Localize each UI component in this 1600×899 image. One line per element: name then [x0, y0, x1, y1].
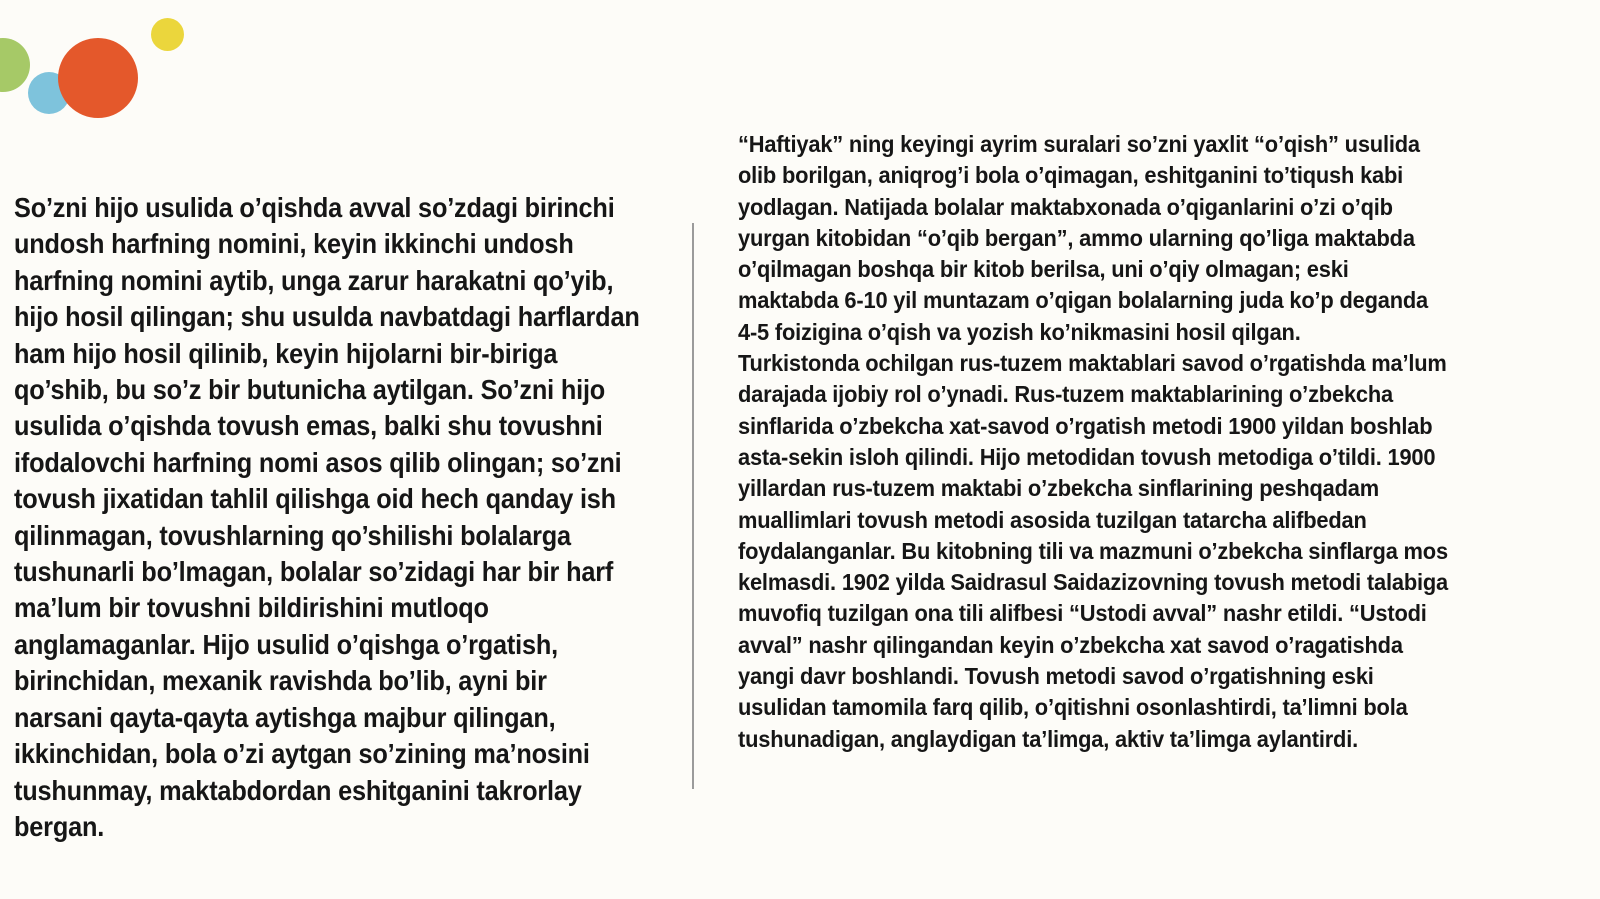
column-divider [692, 223, 694, 789]
text-line: undosh harfning nomini, keyin ikkinchi undosh [14, 228, 574, 260]
yellow-circle-icon [151, 18, 184, 51]
text-line: asta-sekin isloh qilindi. Hijo metodidan tovush metodiga o’tildi. 1900 [738, 443, 1436, 470]
text-line: foydalanganlar. Bu kitobning tili va mazmuni o’zbekcha sinflarga mos [738, 537, 1448, 564]
text-line: “Haftiyak” ning keyingi ayrim suralari so’zni yaxlit “o’qish” usulida [738, 131, 1420, 157]
text-line: qilinmagan, tovushlarning qo’shilishi bolalarga [14, 519, 571, 551]
text-line: avval” nashr qilingandan keyin o’zbekcha xat savod o’ragatishda [738, 631, 1403, 658]
text-line: tushunarli bo’lmagan, bolalar so’zidagi har bir harf [14, 556, 614, 588]
text-line: usulida o’qishda tovush emas, balki shu tovushni [14, 410, 603, 442]
text-line: tushunadigan, anglaydigan ta’limga, aktiv ta’limga aylantirdi. [738, 725, 1358, 752]
text-line: ham hijo hosil qilinib, keyin hijolarni bir-biriga [14, 337, 558, 369]
text-line: kelmasdi. 1902 yilda Saidrasul Saidazizovning tovush metodi talabiga [738, 569, 1449, 596]
text-line: hijo hosil qilingan; shu usulda navbatdagi harflardan [14, 301, 640, 333]
text-line: usulidan tamomila farq qilib, o’qitishni osonlashtirdi, ta’limni bola [738, 694, 1408, 721]
text-line: darajada ijobiy rol o’ynadi. Rus-tuzem maktablarining o’zbekcha [738, 381, 1394, 408]
text-line: sinflarida o’zbekcha xat-savod o’rgatish metodi 1900 yildan boshlab [738, 412, 1433, 439]
left-text-column [14, 190, 695, 845]
text-line: anglamaganlar. Hijo usulid o’qishga o’rgatish, [14, 628, 559, 660]
text-line: yillardan rus-tuzem maktabi o’zbekcha sinflarining peshqadam [738, 475, 1380, 502]
text-line: bergan. [14, 810, 105, 842]
text-line: yurgan kitobidan “o’qib bergan”, ammo ularning qo’liga maktabda [738, 224, 1415, 251]
green-circle-icon [0, 38, 30, 92]
text-line: So’zni hijo usulida o’qishda avval so’zdagi birinchi [14, 192, 615, 223]
text-line: olib borilgan, aniqrog’i bola o’qimagan, eshitganini to’tiqush kabi [738, 162, 1404, 189]
text-line: qo’shib, bu so’z bir butunicha aytilgan. So’zni hijo [14, 374, 606, 406]
text-line: yodlagan. Natijada bolalar maktabxonada o’qiganlarini o’zi o’qib [738, 193, 1393, 220]
text-line: narsani qayta-qayta aytishga majbur qilingan, [14, 701, 556, 733]
text-line: ma’lum bir tovushni bildirishini mutloqo [14, 592, 489, 624]
text-line: Turkistonda ochilgan rus-tuzem maktablari savod o’rgatishda ma’lum [738, 350, 1447, 377]
text-line: ikkinchidan, bola o’zi aytgan so’zining ma’nosini [14, 738, 590, 770]
text-line: 4-5 foizigina o’qish va yozish ko’nikmasini hosil qilgan. [738, 318, 1301, 345]
text-line: birinchidan, mexanik ravishda bo’lib, ayni bir [14, 665, 547, 697]
text-line: muallimlari tovush metodi asosida tuzilgan tatarcha alifbedan [738, 506, 1367, 533]
right-text-column [738, 129, 1538, 755]
text-line: ifodalovchi harfning nomi asos qilib olingan; so’zni [14, 446, 622, 478]
text-line: o’qilmagan boshqa bir kitob berilsa, uni o’qiy olmagan; eski [738, 256, 1349, 283]
text-line: tushunmay, maktabdordan eshitganini takrorlay [14, 774, 582, 806]
text-line: maktabda 6-10 yil muntazam o’qigan bolalarning juda ko’p deganda [738, 287, 1429, 314]
text-line: muvofiq tuzilgan ona tili alifbesi “Ustodi avval” nashr etildi. “Ustodi [738, 600, 1427, 627]
text-line: tovush jixatidan tahlil qilishga oid hech qanday ish [14, 483, 616, 515]
text-line: yangi davr boshlandi. Tovush metodi savod o’rgatishning eski [738, 663, 1374, 690]
text-line: harfning nomini aytib, unga zarur harakatni qo’yib, [14, 264, 614, 296]
orange-circle-icon [58, 38, 138, 118]
